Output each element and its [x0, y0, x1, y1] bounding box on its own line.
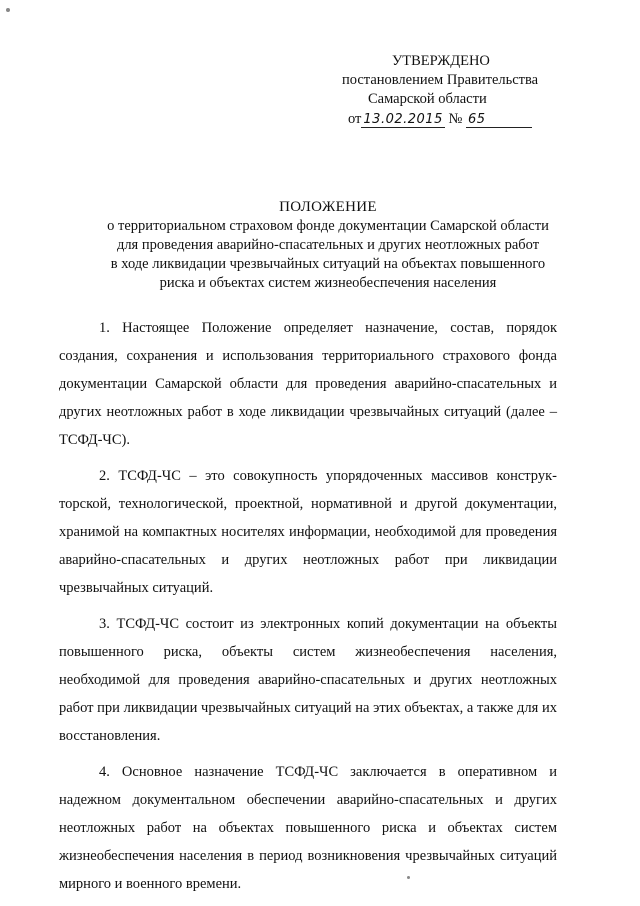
- title-line: о территориальном страховом фонде документации Самарской области: [107, 218, 549, 234]
- title-line: для проведения аварийно-спасательных и других неотложных работ: [116, 237, 540, 253]
- approval-region: Самарской области: [368, 91, 487, 107]
- approval-authority: постановлением Правительства: [342, 72, 539, 88]
- document-title: [60, 198, 596, 293]
- approval-title: УТВЕРЖДЕНО: [392, 53, 490, 69]
- approval-date-number: [300, 110, 600, 129]
- paragraph-4: 4. Основное назначение ТСФД-ЧС заключается в оперативном и надежном документальном обеспечении аварийно-спасательных и других неотложных работ на объектах повышенного риска и объектах систем жизнеобеспечения населения в период возникновения чрезвычайных ситуаций мирного и военного времени.: [59, 764, 557, 892]
- title-heading: ПОЛОЖЕНИЕ: [279, 199, 377, 215]
- approval-stamp: [300, 52, 600, 129]
- paragraph-2: 2. ТСФД-ЧС – это совокупность упорядоченных массивов конструкторской, технологической, проектной, нормативной и другой документации, хранимой на компактных носителях информации, необходимой для проведения аварийно-спасательных и других неотложных работ при ликвидации чрезвычайных ситуаций.: [59, 468, 557, 596]
- number-prefix: №: [448, 111, 463, 127]
- title-line: в ходе ликвидации чрезвычайных ситуаций на объектах повышенного: [110, 256, 546, 272]
- paragraph-1: 1. Настоящее Положение определяет назначение, состав, порядок создания, сохранения и использования территориального страхового фонда документации Самарской области для проведения аварийно-спасательных и других неотложных работ в ходе ликвидации чрезвычайных ситуаций (далее – ТСФД-ЧС).: [59, 320, 557, 448]
- date-prefix: от: [348, 111, 362, 127]
- paragraph-3: 3. ТСФД-ЧС состоит из электронных копий документации на объекты повышенного риска, объекты систем жизнеобеспечения населения, необходимой для проведения аварийно-спасательных и других неотложных работ при ликвидации чрезвычайных ситуаций на этих объектах, а также для их восстановления.: [59, 616, 557, 744]
- scan-speck: [6, 8, 10, 12]
- title-line: риска и объектах систем жизнеобеспечения населения: [159, 275, 497, 291]
- document-body: [59, 314, 557, 906]
- handwritten-number: 65: [466, 112, 532, 128]
- handwritten-date: 13.02.2015: [363, 112, 443, 127]
